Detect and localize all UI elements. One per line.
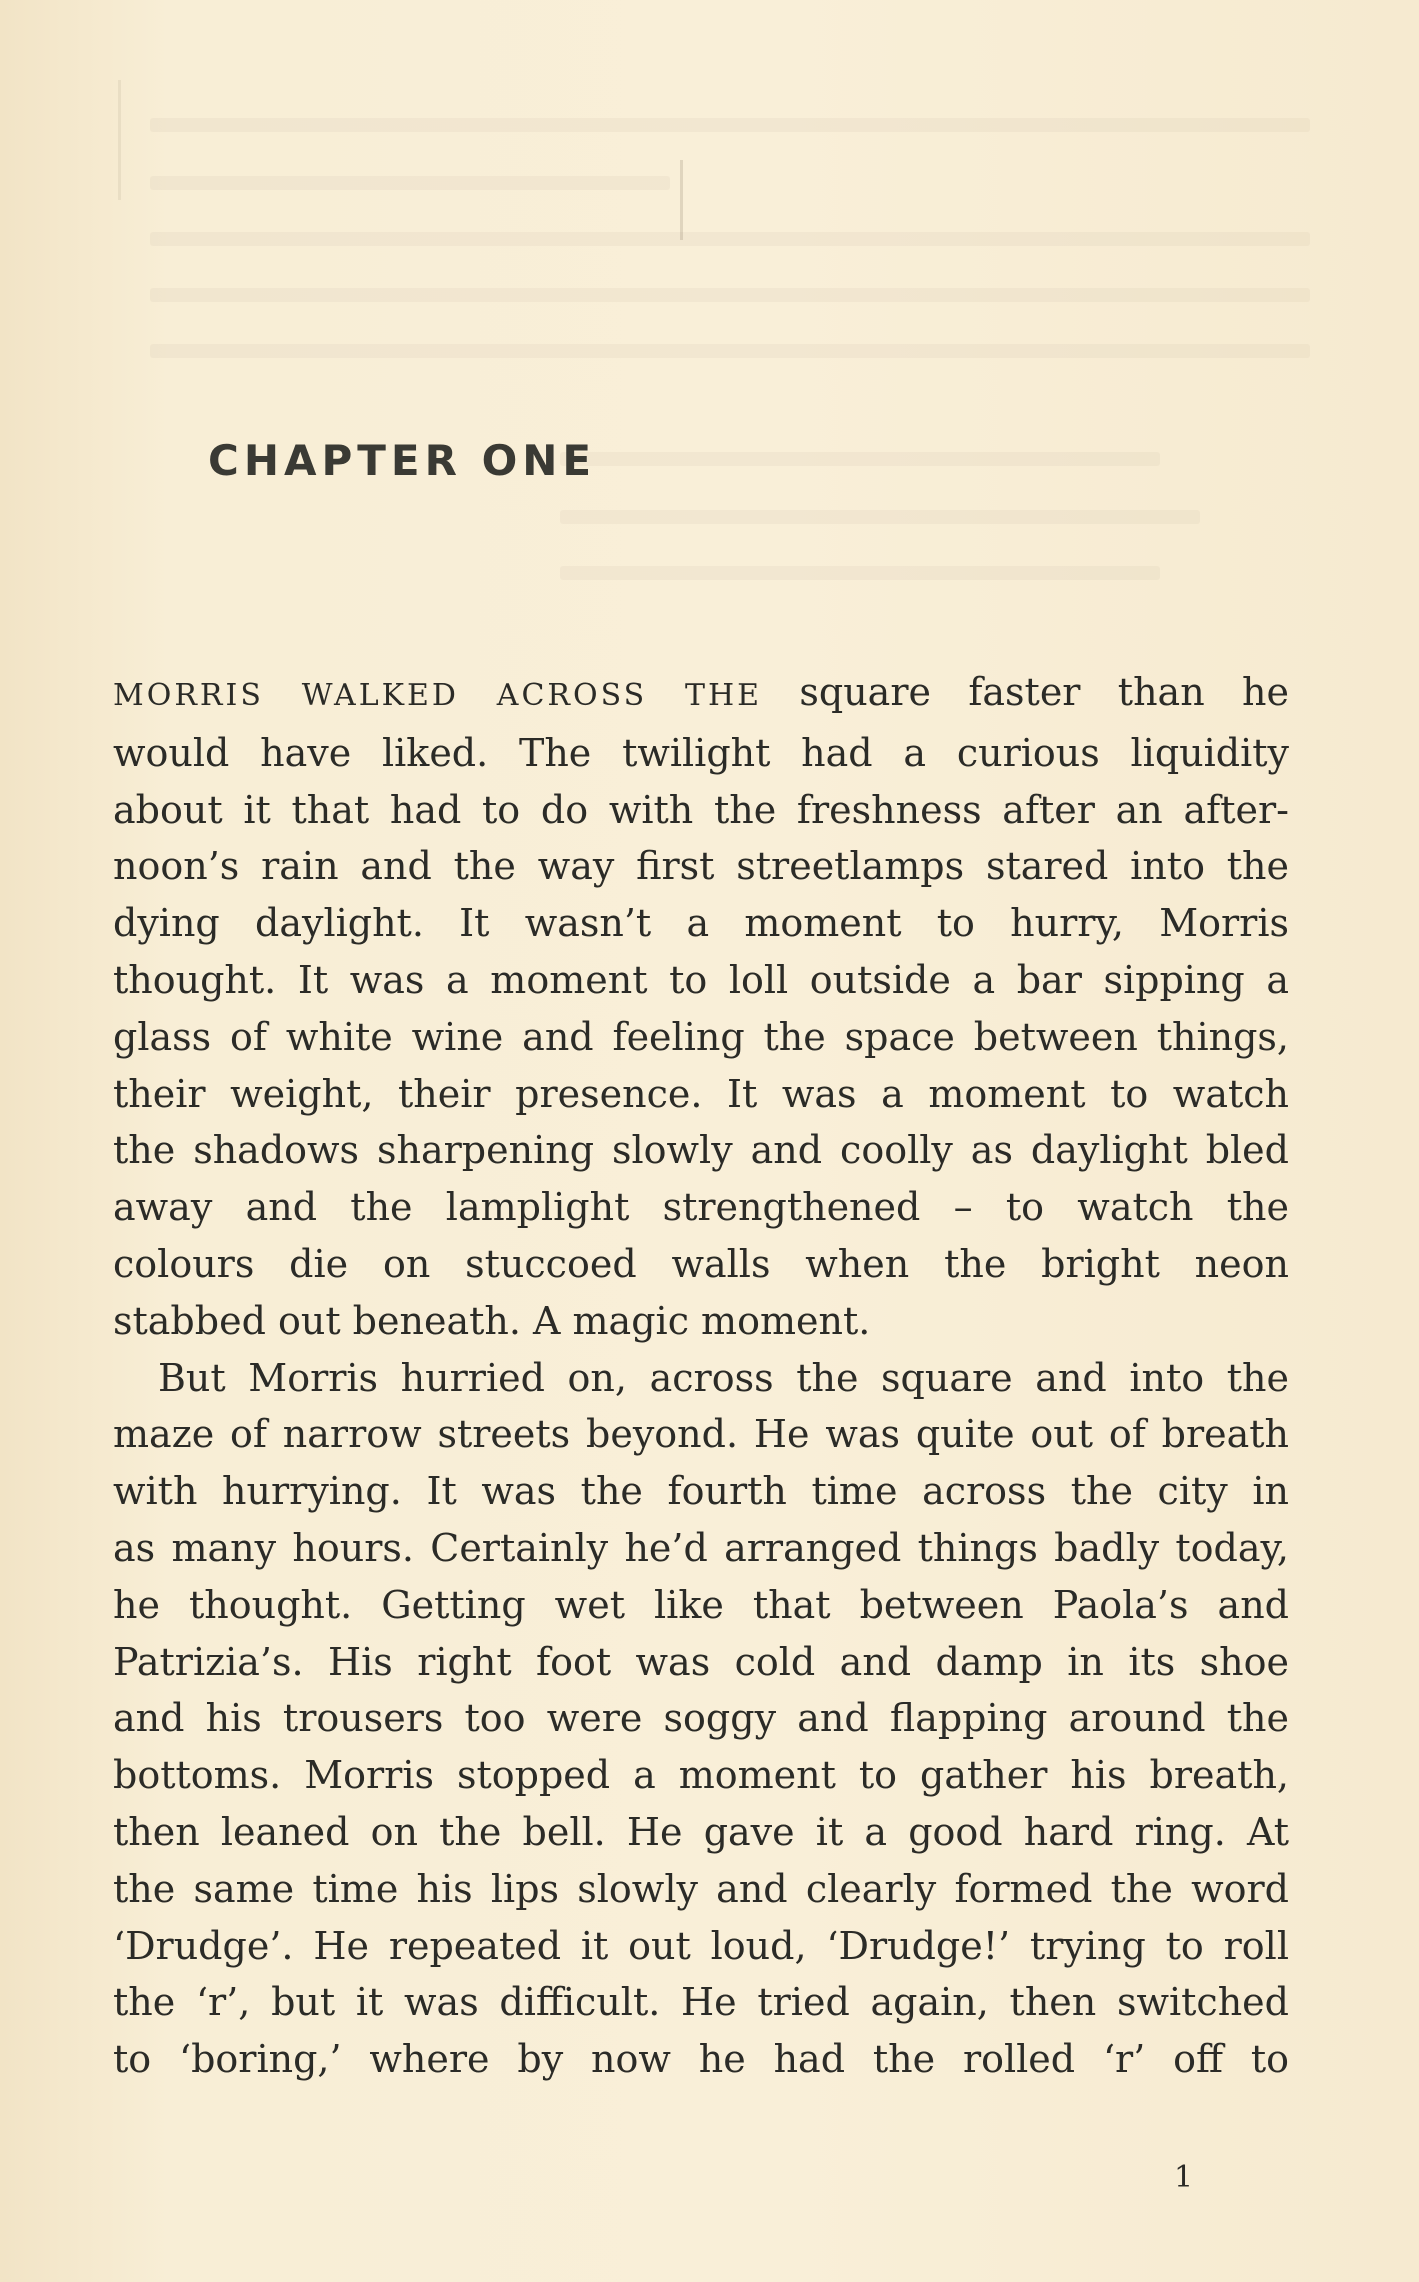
show-through-line [560, 566, 1160, 580]
text-line: Patrizia’s. His right foot was cold and damp in its shoe [113, 1639, 1289, 1684]
text-line: glass of white wine and feeling the space between things, [113, 1014, 1289, 1059]
text-line: away and the lamplight strengthened – to watch the [113, 1185, 1289, 1230]
text-line: bottoms. Morris stopped a moment to gather his breath, [113, 1753, 1289, 1798]
text-line: ‘Drudge’. He repeated it out loud, ‘Drudge!’ trying to roll [113, 1923, 1289, 1968]
text-line: the same time his lips slowly and clearly formed the word [113, 1866, 1289, 1911]
text-line: as many hours. Certainly he’d arranged things badly today, [113, 1525, 1289, 1570]
text-line: the shadows sharpening slowly and coolly as daylight bled [113, 1128, 1289, 1173]
text-line: But Morris hurried on, across the square and into the [158, 1355, 1289, 1400]
opening-smallcaps: MORRIS WALKED ACROSS THE [113, 678, 763, 713]
show-through-line [560, 452, 1160, 466]
show-through-line [150, 176, 670, 190]
text-line: thought. It was a moment to loll outside a bar sipping a [113, 957, 1289, 1002]
text-line: would have liked. The twilight had a curious liquidity [113, 730, 1289, 775]
text-line: their weight, their presence. It was a moment to watch [113, 1071, 1289, 1116]
show-through-line [150, 288, 1310, 302]
show-through-line [560, 510, 1200, 524]
paper-edge [118, 80, 121, 200]
show-through-line [150, 344, 1310, 358]
page-number: 1 [1174, 2160, 1194, 2195]
text-line: noon’s rain and the way first streetlamps stared into the [113, 844, 1289, 889]
chapter-title: CHAPTER ONE [208, 436, 597, 485]
text-line: colours die on stuccoed walls when the bright neon [113, 1241, 1289, 1286]
text-line: maze of narrow streets beyond. He was quite out of breath [113, 1412, 1289, 1457]
paper-crease [680, 160, 683, 240]
text-line: about it that had to do with the freshness after an after- [113, 787, 1289, 832]
text-line: the ‘r’, but it was difficult. He tried again, then switched [113, 1980, 1289, 2025]
text-line: he thought. Getting wet like that between Paola’s and [113, 1582, 1289, 1627]
text-line: MORRIS WALKED ACROSS THE square faster than he [113, 670, 1289, 714]
show-through-line [150, 232, 1310, 246]
text-line: and his trousers too were soggy and flapping around the [113, 1696, 1289, 1741]
text-line: with hurrying. It was the fourth time across the city in [113, 1469, 1289, 1514]
text-line: dying daylight. It wasn’t a moment to hurry, Morris [113, 901, 1289, 946]
text-line: stabbed out beneath. A magic moment. [113, 1298, 871, 1343]
chapter-body [113, 664, 1289, 2088]
text-line: then leaned on the bell. He gave it a good hard ring. At [113, 1809, 1289, 1854]
text-line: to ‘boring,’ where by now he had the rolled ‘r’ off to [113, 2037, 1289, 2082]
show-through-line [150, 118, 1310, 132]
